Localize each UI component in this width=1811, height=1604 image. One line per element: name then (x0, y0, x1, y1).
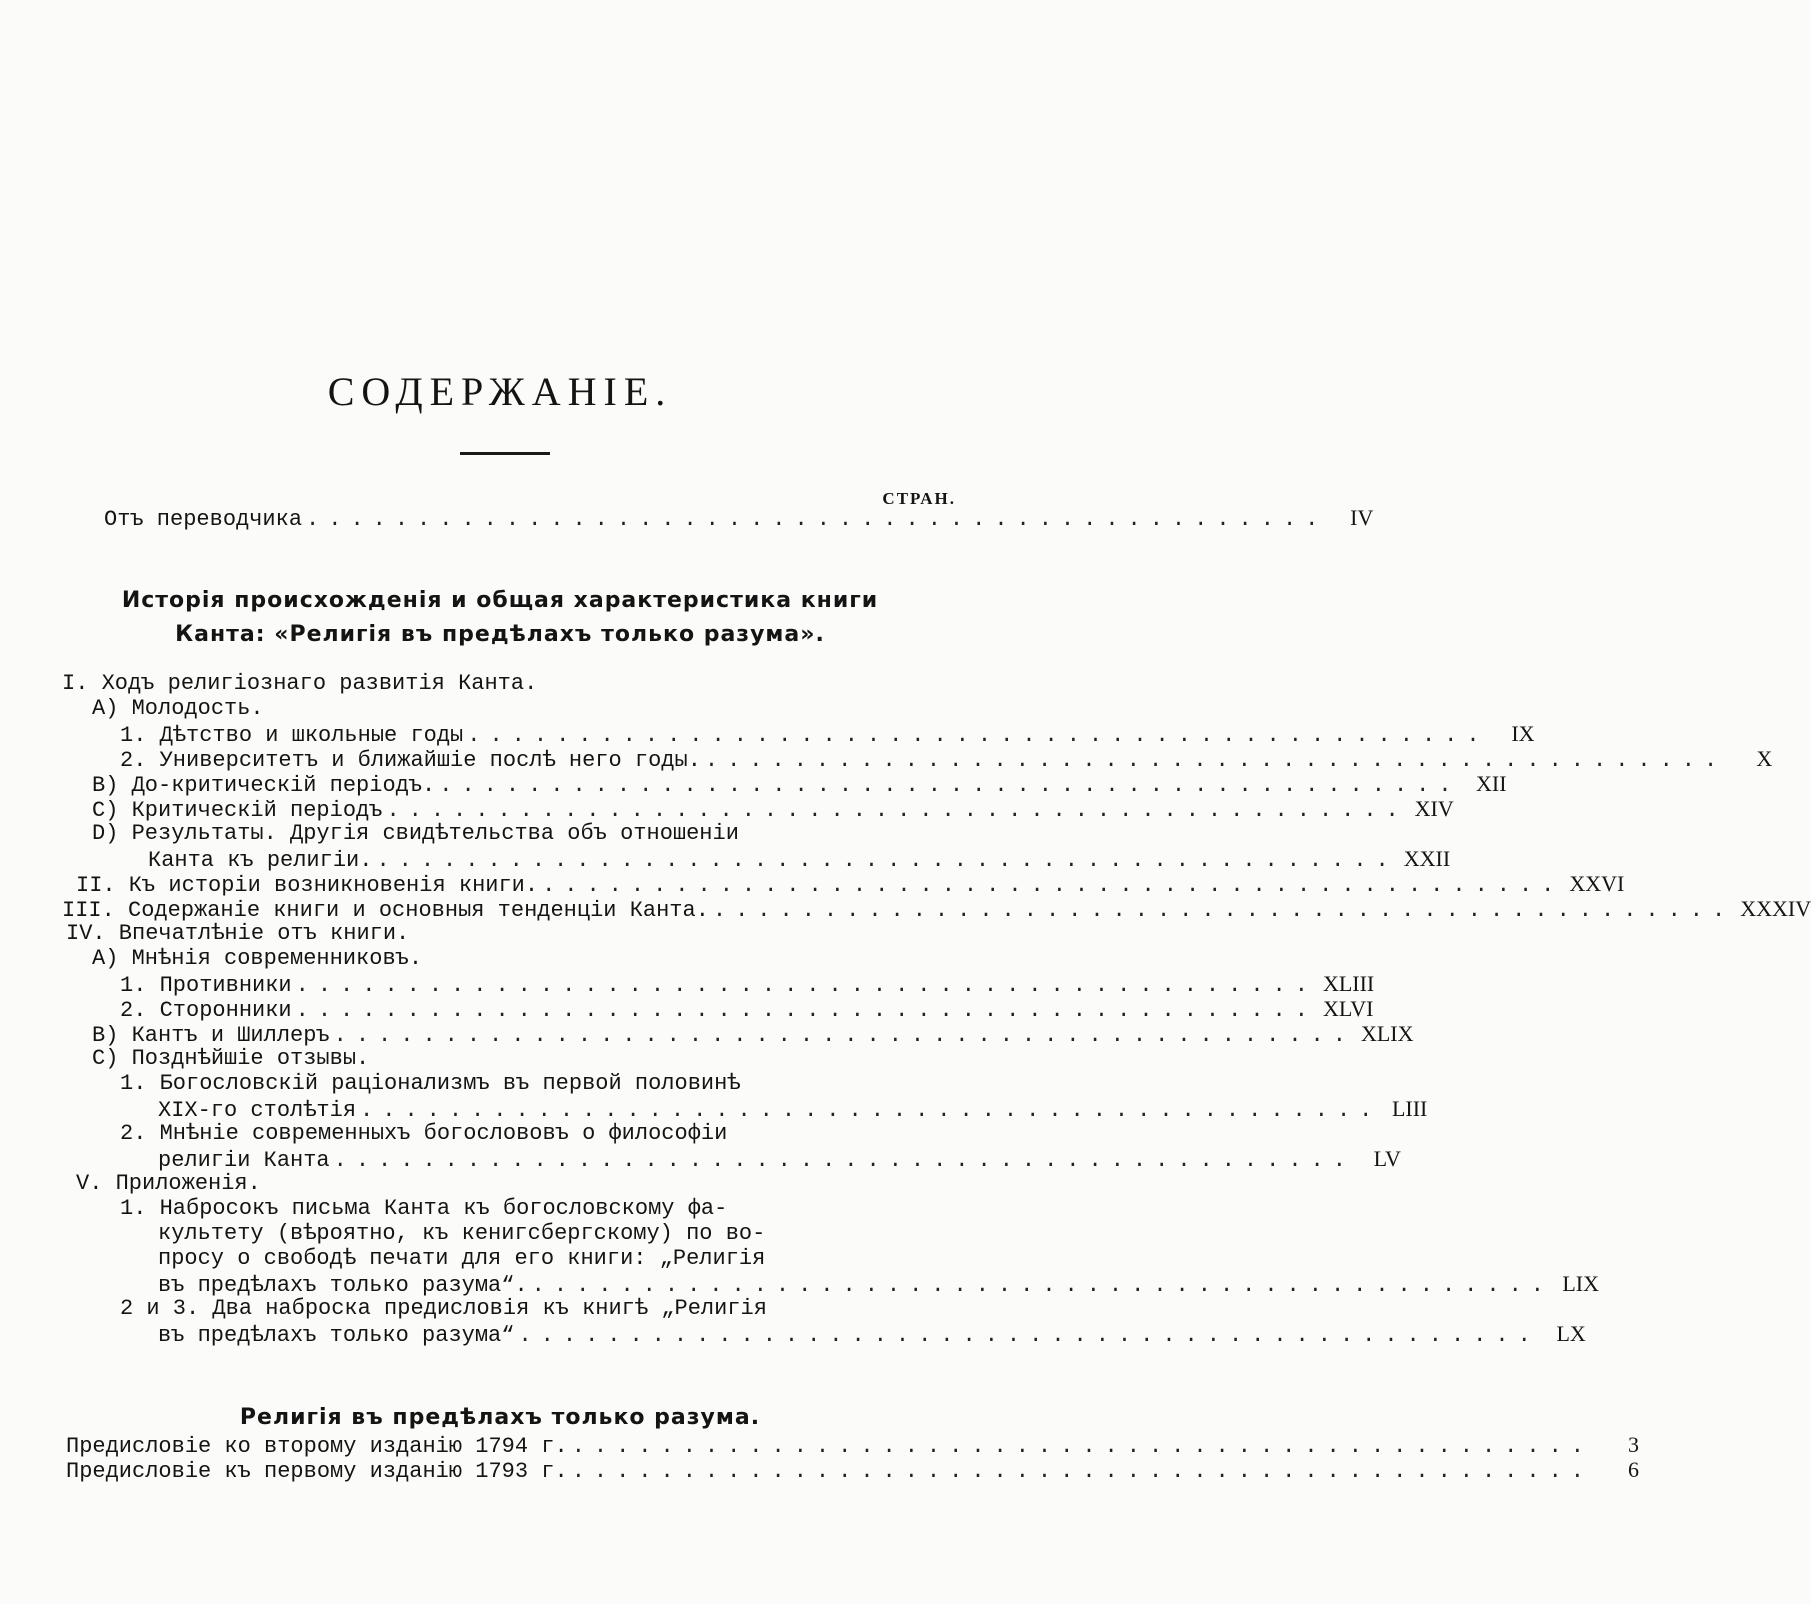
toc-entry-title: II. Къ исторіи возникновенія книги. (76, 873, 539, 898)
toc-entry[interactable]: 2 и 3. Два наброска предисловія къ книгѣ „Религія (120, 1296, 767, 1321)
section-heading-2: Религія въ предѣлахъ только разума. (239, 1405, 761, 1430)
leader-dots: .............................................. (542, 873, 1564, 898)
toc-entry[interactable] (0, 746, 1773, 773)
toc-entry-page: LIII (1391, 1096, 1428, 1121)
toc-entry[interactable]: 2. Мнѣніе современныхъ богослововъ о философіи (120, 1121, 728, 1146)
leader-dots: .............................................. (439, 773, 1461, 798)
toc-entry-page: XIV (1414, 796, 1454, 821)
toc-entry-page: LIX (1562, 1271, 1599, 1296)
toc-entry-title: В) До-критическій періодъ. (92, 773, 436, 798)
toc-entry-page: LV (1373, 1146, 1401, 1171)
toc-part-2 (0, 1432, 1639, 1484)
toc-entry[interactable] (0, 1432, 1639, 1459)
toc-entry-title: 2. Университетъ и ближайшіе послѣ него годы. (120, 748, 701, 773)
leader-dots: .............................................. (518, 1323, 1540, 1348)
leader-dots: .............................................. (333, 1023, 1355, 1048)
toc-entry[interactable]: 1. Набросокъ письма Канта къ богословскому фа- (120, 1196, 728, 1221)
toc-entry[interactable] (0, 971, 1375, 998)
toc-entry[interactable]: IV. Впечатлѣніе отъ книги. (66, 921, 410, 946)
toc-entry-title: С) Критическій періодъ (92, 798, 383, 823)
toc-entry[interactable] (0, 846, 1451, 873)
toc-entry-page: 6 (1628, 1457, 1639, 1482)
toc-entry-title: Предисловіе ко второму изданію 1794 г. (66, 1434, 568, 1459)
toc-entry[interactable] (0, 1321, 1586, 1348)
toc-entry-title: въ предѣлахъ только разума“ (158, 1323, 515, 1348)
toc-entry[interactable]: С) Позднѣйшіе отзывы. (92, 1046, 370, 1071)
leader-dots: .............................................. (571, 1459, 1593, 1484)
leader-dots: .............................................. (712, 898, 1735, 923)
page-column-header: СТРАН. (882, 489, 956, 508)
toc-entry-page: XXII (1403, 846, 1451, 871)
leader-dots: .............................................. (295, 998, 1317, 1023)
toc-entry-page: XLIII (1322, 971, 1375, 996)
front-matter (0, 505, 1374, 532)
toc-entry-page: X (1756, 746, 1773, 771)
toc-entry-title: въ предѣлахъ только разума“. (158, 1273, 528, 1298)
toc-entry-title: Отъ переводчика (104, 507, 303, 532)
leader-dots: .............................................. (333, 1148, 1355, 1173)
toc-entry[interactable] (0, 1271, 1599, 1298)
toc-entry-title: 1. Противники (120, 973, 292, 998)
toc-entry[interactable]: А) Молодость. (92, 696, 264, 721)
toc-entry-title: Предисловіе къ первому изданію 1793 г. (66, 1459, 568, 1484)
toc-entry-title: 1. Дѣтство и школьные годы (120, 723, 464, 748)
leader-dots: .............................................. (531, 1273, 1553, 1298)
toc-entry[interactable] (0, 896, 1811, 923)
toc-entry-title: XIX-го столѣтія (158, 1098, 357, 1123)
toc-entry-title: В) Кантъ и Шиллеръ (92, 1023, 330, 1048)
toc-entry[interactable] (0, 1021, 1414, 1048)
toc-entry[interactable] (0, 771, 1507, 798)
toc-entry[interactable]: I. Ходъ религіознаго развитія Канта. (62, 671, 538, 696)
leader-dots: .............................................. (386, 798, 1408, 823)
toc-entry[interactable] (0, 1457, 1639, 1484)
toc-entry[interactable]: 1. Богословскій раціонализмъ въ первой половинѣ (120, 1071, 741, 1096)
title-rule (460, 452, 550, 455)
toc-entry-page: IX (1511, 721, 1535, 746)
toc-entry[interactable] (0, 796, 1454, 823)
toc-entry-page: 3 (1628, 1432, 1639, 1457)
toc-part-1 (0, 671, 1811, 1348)
toc-entry-page: XLVI (1322, 996, 1374, 1021)
toc-entry[interactable]: V. Приложенія. (76, 1171, 261, 1196)
toc-entry-title: 2. Сторонники (120, 998, 292, 1023)
toc-entry-page: IV (1350, 505, 1374, 530)
toc-entry-page: XXXIV (1740, 896, 1811, 921)
leader-dots: .............................................. (467, 723, 1489, 748)
page-title: СОДЕРЖАНІЕ. (327, 369, 673, 414)
toc-entry-page: XLIX (1360, 1021, 1414, 1046)
toc-entry-page: XII (1476, 771, 1507, 796)
toc-entry-page: LX (1556, 1321, 1586, 1346)
toc-entry[interactable]: просу о свободѣ печати для его книги: „Религія (158, 1246, 766, 1271)
toc-entry[interactable]: А) Мнѣнія современниковъ. (92, 946, 423, 971)
leader-dots: .............................................. (571, 1434, 1593, 1459)
toc-entry[interactable] (0, 1146, 1401, 1173)
toc-entry-page: XXVI (1569, 871, 1625, 896)
leader-dots: .............................................. (306, 507, 1328, 532)
leader-dots: .............................................. (704, 748, 1727, 773)
leader-dots: .............................................. (295, 973, 1317, 998)
toc-entry[interactable]: культету (вѣроятно, къ кенигсбергскому) по во- (158, 1221, 766, 1246)
section-heading-line-2: Канта: «Религія въ предѣлахъ только разума». (175, 622, 825, 647)
section-heading-line-1: Исторія происхожденія и общая характеристика книги (121, 588, 879, 613)
toc-entry[interactable] (0, 1096, 1428, 1123)
toc-entry[interactable] (0, 996, 1374, 1023)
toc-entry-title: Канта къ религіи. (148, 848, 373, 873)
toc-entry-title: III. Содержаніе книги и основныя тенденціи Канта. (62, 898, 709, 923)
toc-entry[interactable]: D) Результаты. Другія свидѣтельства объ отношеніи (92, 821, 739, 846)
leader-dots: .............................................. (376, 848, 1398, 873)
toc-entry[interactable] (0, 505, 1374, 532)
toc-entry[interactable] (0, 721, 1535, 748)
toc-entry-title: религіи Канта (158, 1148, 330, 1173)
toc-entry[interactable] (0, 871, 1625, 898)
leader-dots: .............................................. (360, 1098, 1382, 1123)
